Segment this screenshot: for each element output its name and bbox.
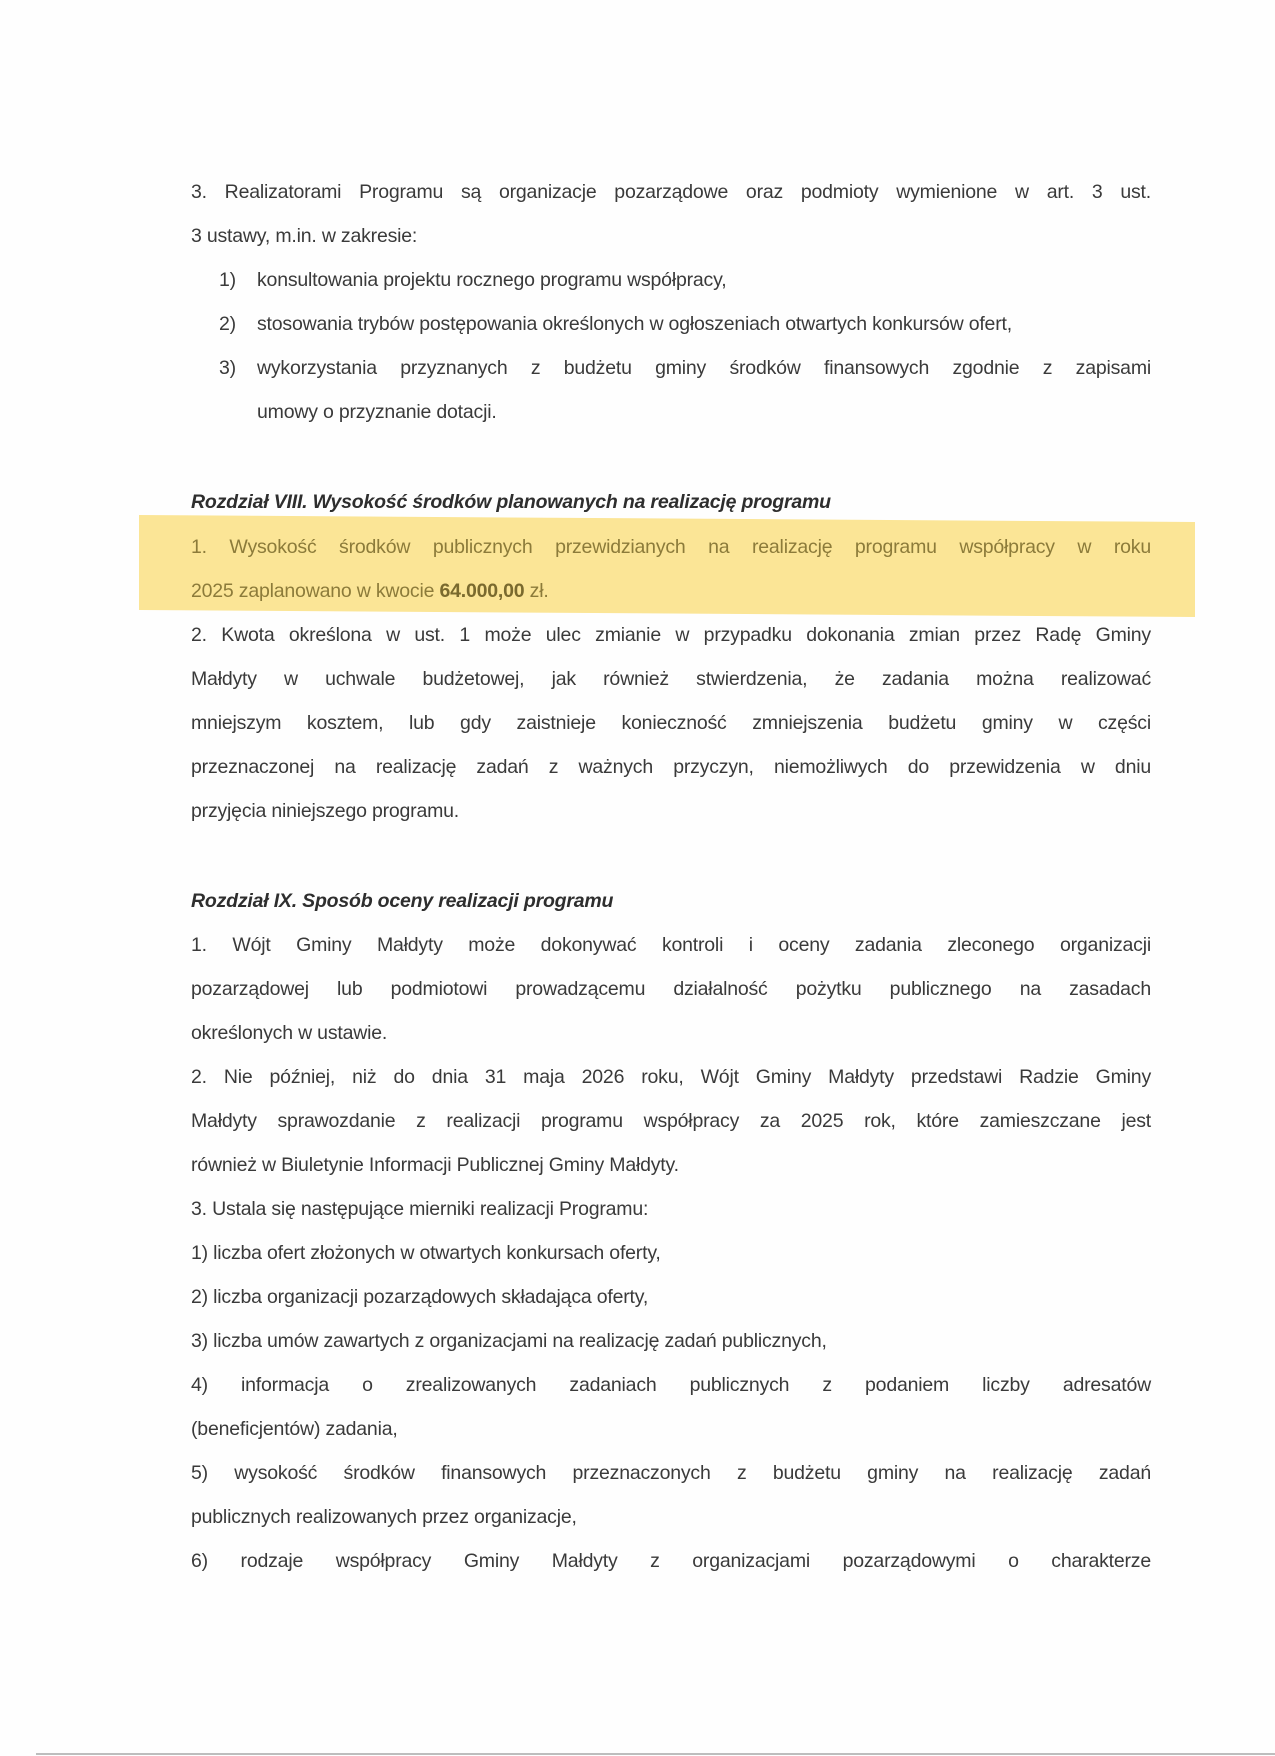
measure-item: 5) wysokość środków finansowych przeznaczonych z budżetu gminy na realizację zadań — [191, 1462, 1151, 1484]
paragraph-control-line: określonych w ustawie. — [191, 1022, 388, 1044]
paragraph-control-line: pozarządowej lub podmiotowi prowadzącemu działalność pożytku publicznego na zasadach — [191, 978, 1151, 1000]
funds-text: 2025 zaplanowano w kwocie — [191, 580, 440, 602]
scan-bottom-edge — [36, 1753, 1275, 1755]
funds-currency: zł. — [524, 580, 549, 602]
paragraph-funds-line-1: 1. Wysokość środków publicznych przewidzianych na realizację programu współpracy w roku — [191, 536, 1151, 558]
paragraph-report-line: również w Biuletynie Informacji Publicznej Gminy Małdyty. — [191, 1154, 679, 1176]
paragraph-amount-change-line: 2. Kwota określona w ust. 1 może ulec zmianie w przypadku dokonania zmian przez Radę Gminy — [191, 624, 1151, 646]
list-item — [219, 312, 1151, 336]
chapter-8-heading: Rozdział VIII. Wysokość środków planowanych na realizację programu — [191, 491, 831, 513]
paragraph-control-line: 1. Wójt Gminy Małdyty może dokonywać kontroli i oceny zadania zleconego organizacji — [191, 934, 1151, 956]
measure-item-continuation: publicznych realizowanych przez organizacje, — [191, 1506, 577, 1528]
measure-item: 1) liczba ofert złożonych w otwartych konkursach oferty, — [191, 1242, 661, 1264]
paragraph-amount-change-line: przeznaczonej na realizację zadań z ważnych przyczyn, niemożliwych do przewidzenia w dniu — [191, 756, 1151, 778]
paragraph-implementers-line-2: 3 ustawy, m.in. w zakresie: — [191, 225, 418, 247]
list-item-number: 1) — [219, 269, 236, 291]
list-item — [219, 268, 1151, 292]
paragraph-amount-change-line: Małdyty w uchwale budżetowej, jak również stwierdzenia, że zadania można realizować — [191, 668, 1151, 690]
measures-intro: 3. Ustala się następujące mierniki realizacji Programu: — [191, 1198, 649, 1220]
list-item-text: konsultowania projektu rocznego programu współpracy, — [257, 269, 727, 291]
list-item-number: 2) — [219, 313, 236, 335]
list-item-text: wykorzystania przyznanych z budżetu gminy środków finansowych zgodnie z zapisami — [257, 357, 1151, 379]
list-item-continuation: umowy o przyznanie dotacji. — [257, 401, 497, 423]
measure-item: 4) informacja o zrealizowanych zadaniach publicznych z podaniem liczby adresatów — [191, 1374, 1151, 1396]
paragraph-funds-line-2 — [191, 579, 1151, 603]
paragraph-amount-change-line: przyjęcia niniejszego programu. — [191, 800, 460, 822]
list-item — [219, 356, 1151, 380]
paragraph-report-line: 2. Nie później, niż do dnia 31 maja 2026 roku, Wójt Gminy Małdyty przedstawi Radzie Gminy — [191, 1066, 1151, 1088]
measure-item-continuation: (beneficjentów) zadania, — [191, 1418, 398, 1440]
paragraph-implementers-line-1: 3. Realizatorami Programu są organizacje pozarządowe oraz podmioty wymienione w art. 3 ust. — [191, 181, 1151, 203]
measure-item: 2) liczba organizacji pozarządowych składająca oferty, — [191, 1286, 649, 1308]
list-item-text: stosowania trybów postępowania określonych w ogłoszeniach otwartych konkursów ofert, — [257, 313, 1012, 335]
measure-item: 3) liczba umów zawartych z organizacjami na realizację zadań publicznych, — [191, 1330, 827, 1352]
list-item-number: 3) — [219, 357, 236, 379]
measure-item: 6) rodzaje współpracy Gminy Małdyty z organizacjami pozarządowymi o charakterze — [191, 1550, 1151, 1572]
chapter-9-heading: Rozdział IX. Sposób oceny realizacji programu — [191, 890, 614, 912]
paragraph-report-line: Małdyty sprawozdanie z realizacji programu współpracy za 2025 rok, które zamieszczane jest — [191, 1110, 1151, 1132]
paragraph-amount-change-line: mniejszym kosztem, lub gdy zaistnieje konieczność zmniejszenia budżetu gminy w części — [191, 712, 1151, 734]
funds-amount: 64.000,00 — [439, 580, 525, 602]
